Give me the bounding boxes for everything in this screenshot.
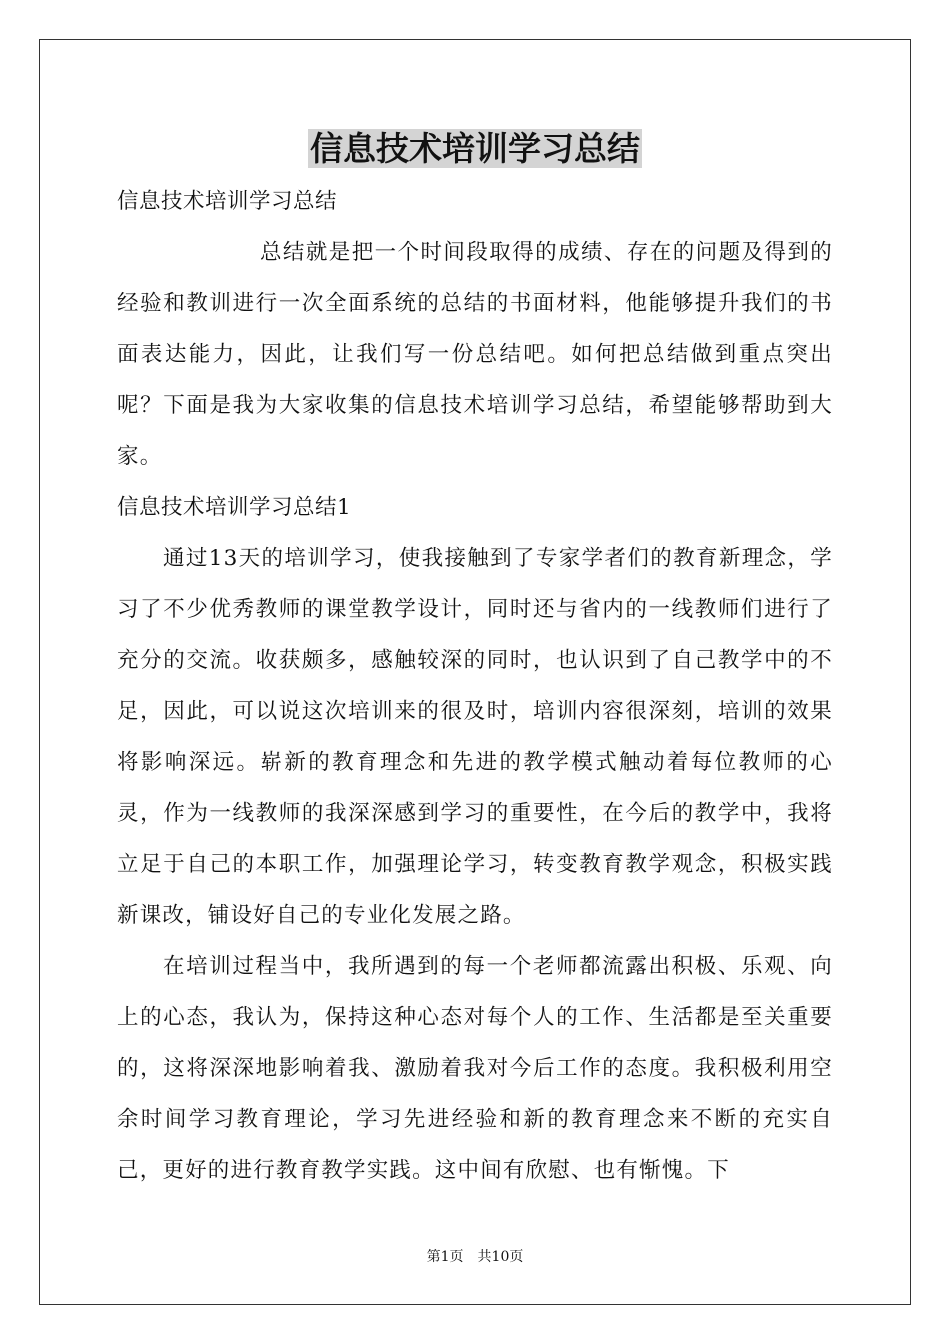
intro-paragraph: 总结就是把一个时间段取得的成绩、存在的问题及得到的经验和教训进行一次全面系统的总结的书面材料，他能够提升我们的书面表达能力，因此，让我们写一份总结吧。如何把总结做到重点突出呢？下面是我为大家收集的信息技术培训学习总结，希望能够帮助到大家。 <box>117 240 833 469</box>
page-footer <box>0 1247 950 1267</box>
document-title-text: 信息技术培训学习总结 <box>310 129 640 168</box>
body-paragraph-2: 在培训过程当中，我所遇到的每一个老师都流露出积极、乐观、向上的心态，我认为，保持这种心态对每个人的工作、生活都是至关重要的，这将深深地影响着我、激励着我对今后工作的态度。我积极利用空余时间学习教育理论，学习先进经验和新的教育理念来不断的充实自己，更好的进行教育教学实践。这中间有欣慰、也有惭愧。下 <box>117 954 833 1183</box>
document-body <box>117 176 833 1196</box>
body-paragraph-1: 通过13天的培训学习，使我接触到了专家学者们的教育新理念，学习了不少优秀教师的课堂教学设计，同时还与省内的一线教师们进行了充分的交流。收获颇多，感触较深的同时，也认识到了自己教学中的不足，因此，可以说这次培训来的很及时，培训内容很深刻，培训的效果将影响深远。崭新的教育理念和先进的教学模式触动着每位教师的心灵，作为一线教师的我深深感到学习的重要性，在今后的教学中，我将立足于自己的本职工作，加强理论学习，转变教育教学观念，积极实践新课改，铺设好自己的专业化发展之路。 <box>117 546 833 928</box>
document-title <box>0 126 950 172</box>
document-subtitle: 信息技术培训学习总结 <box>117 189 338 214</box>
section-heading: 信息技术培训学习总结1 <box>117 495 352 520</box>
page-number: 第1页 <box>426 1249 464 1265</box>
page-total: 共10页 <box>477 1249 524 1265</box>
